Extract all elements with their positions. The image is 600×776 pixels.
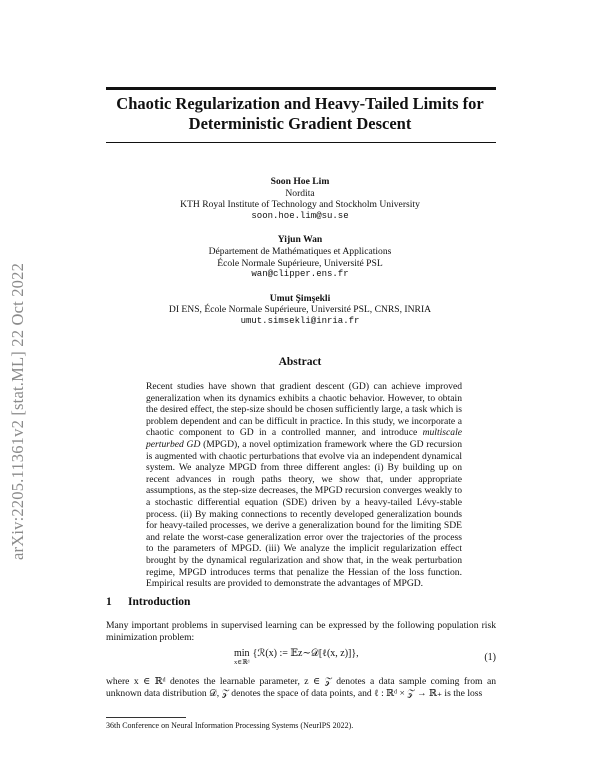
equation-body: [234, 648, 359, 666]
section-heading: [106, 596, 190, 608]
post-equation-paragraph: where x ∈ ℝᵈ denotes the learnable parameter, z ∈ 𝒵 denotes a data sample coming from an unknown data distribution 𝒟, 𝒵 denotes the space of data points, and ℓ : ℝᵈ × 𝒵 → ℝ₊ is the loss: [106, 676, 496, 699]
equation-expression: {ℛ(x) := 𝔼z∼𝒟[ℓ(x, z)]},: [252, 648, 359, 659]
title-line-1: Chaotic Regularization and Heavy-Tailed Limits for: [116, 94, 484, 113]
abstract-part-1: Recent studies have shown that gradient descent (GD) can achieve improved generalization when its dynamics exhibits a chaotic behavior. However, to obtain the desired effect, the step-size should be chosen sufficiently large, a task which is problem dependent and can be difficult in practice. In this study, we incorporate a chaotic component to GD in a controlled manner, and introduce: [146, 381, 462, 439]
author-3: [100, 293, 500, 328]
conference-footer: 36th Conference on Neural Information Processing Systems (NeurIPS 2022).: [106, 721, 354, 730]
equation-min-operator: [234, 648, 250, 666]
author-name: Umut Şimşekli: [269, 292, 331, 304]
author-affiliation: Département de Mathématiques et Applications: [208, 245, 392, 257]
equation-min-subscript: x∈ℝᵈ: [234, 659, 250, 666]
author-email[interactable]: wan@clipper.ens.fr: [251, 269, 349, 280]
author-2: [100, 234, 500, 280]
author-affiliation: KTH Royal Institute of Technology and Stockholm University: [180, 199, 420, 211]
paper-title: [100, 94, 500, 134]
footnote-rule: [106, 717, 186, 718]
author-block: [100, 176, 500, 340]
equation-number: (1): [484, 652, 496, 663]
title-rule-top: [106, 87, 496, 90]
author-1: [100, 176, 500, 222]
abstract-text: [146, 381, 462, 590]
author-affiliation: École Normale Supérieure, Université PSL: [217, 257, 383, 269]
author-affiliation: Nordita: [285, 187, 315, 199]
section-number: 1: [106, 596, 112, 608]
equation-1: [106, 644, 496, 672]
author-email[interactable]: umut.simsekli@inria.fr: [240, 315, 360, 326]
section-title: Introduction: [128, 596, 191, 608]
equation-min-label: min: [234, 648, 250, 659]
author-name: Yijun Wan: [277, 234, 323, 246]
intro-paragraph: Many important problems in supervised learning can be expressed by the following population risk minimization problem:: [106, 620, 496, 643]
title-rule-bottom: [106, 142, 496, 143]
author-name: Soon Hoe Lim: [270, 176, 330, 187]
arxiv-watermark: arXiv:2205.11361v2 [stat.ML] 22 Oct 2022: [8, 262, 27, 560]
abstract-emphasis: multiscale perturbed GD: [146, 427, 462, 450]
abstract-part-2: (MPGD), a novel optimization framework where the GD recursion is augmented with chaotic perturbations that evolve via an independent dynamical system. We analyze MPGD from three different angles: (i) By building up on recent advances in rough paths theory, we show that, under appropriate assumptions, as the step-size decreases, the MPGD recursion converges weakly to a stochastic differential equation (SDE) driven by a heavy-tailed Lévy-stable process. (ii) By making connections to recently developed generalization bounds for heavy-tailed processes, we derive a generalization bound for the limiting SDE and relate the worst-case generalization error over the trajectories of the process to the parameters of MPGD. (iii) We analyze the implicit regularization effect brought by the dynamical regularization and show that, in the weak perturbation regime, MPGD introduces terms that penalize the Hessian of the loss function. Empirical results are provided to demonstrate the advantages of MPGD.: [146, 438, 462, 590]
author-affiliation: DI ENS, École Normale Supérieure, Université PSL, CNRS, INRIA: [168, 304, 432, 316]
title-line-2: Deterministic Gradient Descent: [188, 114, 412, 133]
author-email[interactable]: soon.hoe.lim@su.se: [251, 210, 349, 221]
abstract-heading: Abstract: [278, 356, 322, 368]
